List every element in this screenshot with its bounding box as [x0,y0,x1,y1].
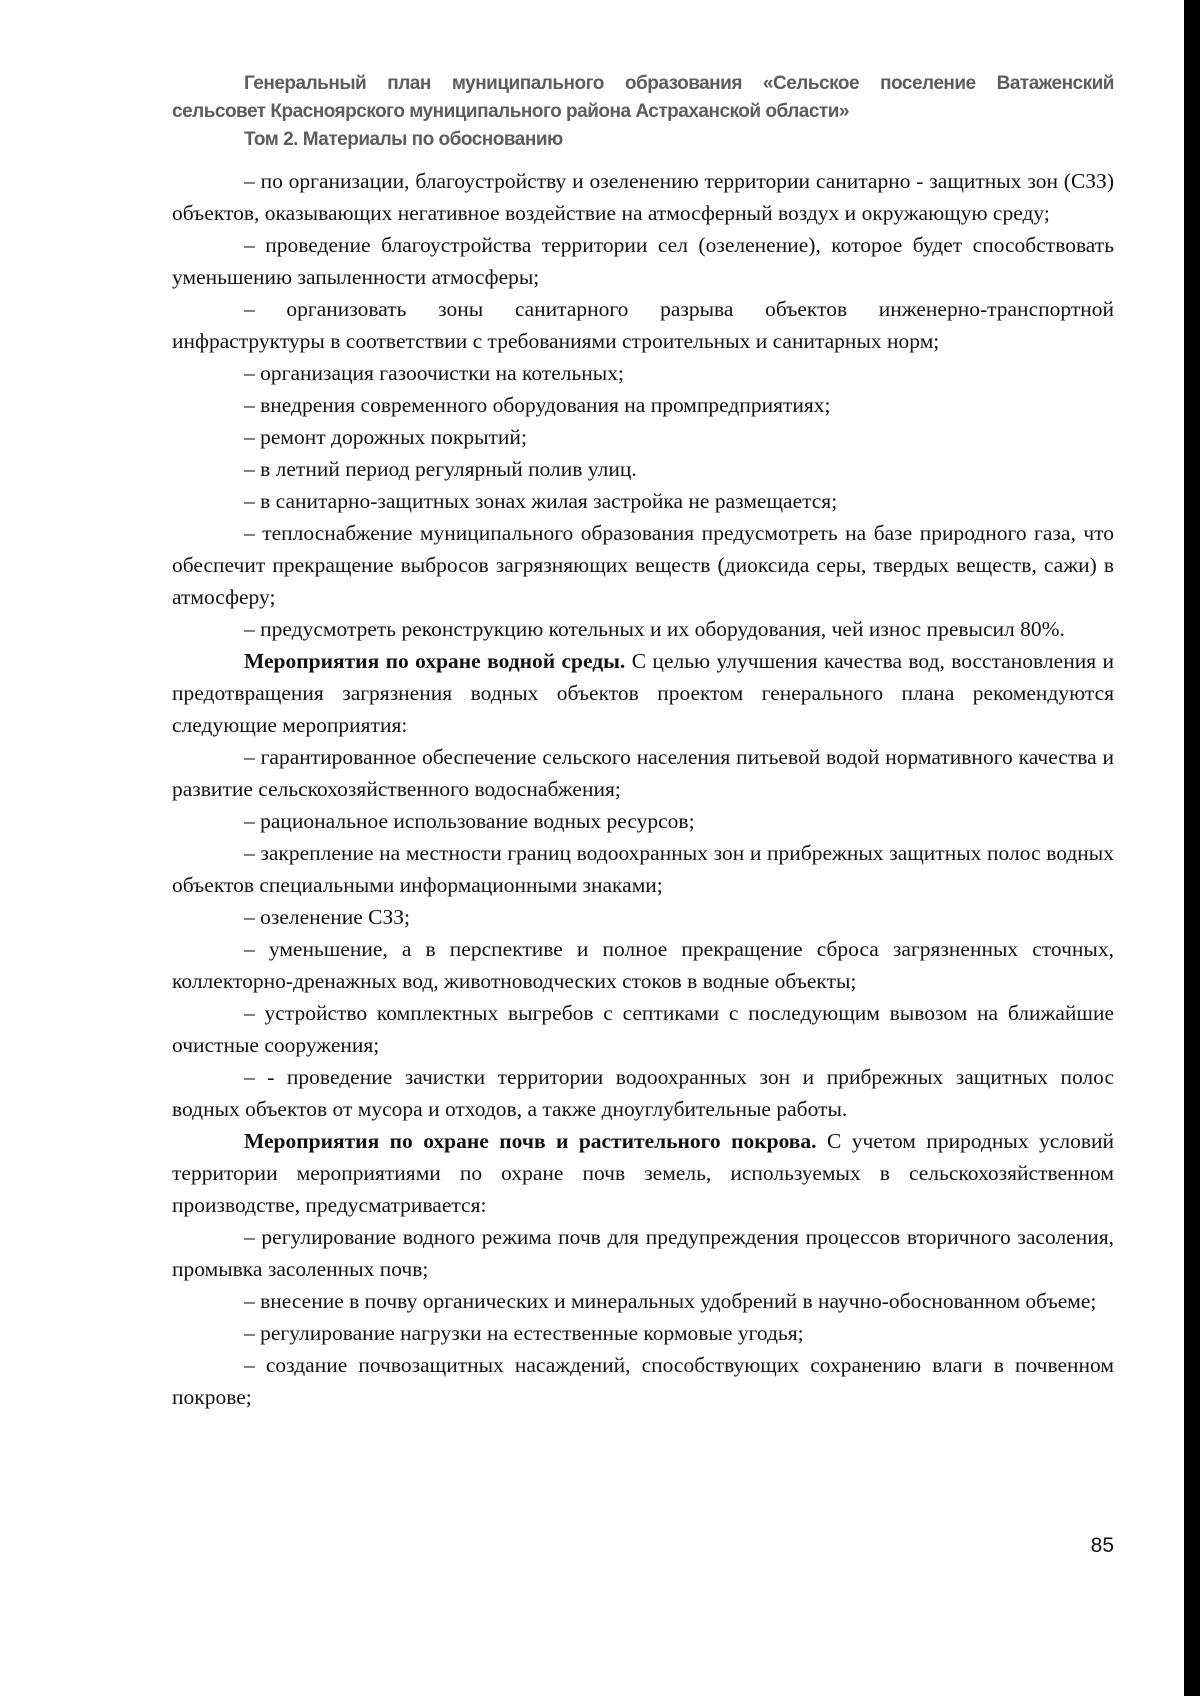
paragraph: – создание почвозащитных насаждений, способствующих сохранению влаги в почвенном покрове; [172,1353,1114,1409]
page-number: 85 [1090,1534,1114,1557]
paragraph: – внедрения современного оборудования на промпредприятиях; [244,393,831,417]
paragraph: – организовать зоны санитарного разрыва объектов инженерно-транспортной инфраструктуры в соответствии с требованиями строительных и санитарных норм; [172,297,1114,353]
paragraph: – по организации, благоустройству и озеленению территории санитарно - защитных зон (СЗЗ) объектов, оказывающих негативное воздействие на атмосферный воздух и окружающую среду; [172,169,1114,225]
paragraph: – в санитарно-защитных зонах жилая застройка не размещается; [244,489,838,513]
paragraph: – закрепление на местности границ водоохранных зон и прибрежных защитных полос водных объектов специальными информационными знаками; [172,841,1114,897]
section-heading-soil: Мероприятия по охране почв и растительного покрова. [244,1129,817,1153]
paragraph: – уменьшение, а в перспективе и полное прекращение сброса загрязненных сточных, коллекторно-дренажных вод, животноводческих стоков в водные объекты; [172,937,1114,993]
header-volume: Том 2. Материалы по обоснованию [244,129,563,150]
section-paragraph-water: Мероприятия по охране водной среды. С целью улучшения качества вод, восстановления и предотвращения загрязнения водных объектов проектом генерального плана рекомендуются следующие мероприятия: [172,649,1114,737]
section-paragraph-soil: Мероприятия по охране почв и растительного покрова. С учетом природных условий территории мероприятиями по охране почв земель, используемых в сельскохозяйственном производстве, предусматривается: [172,1129,1114,1217]
paragraph: – - проведение зачистки территории водоохранных зон и прибрежных защитных полос водных объектов от мусора и отходов, а также дноуглубительные работы. [172,1065,1114,1121]
page-edge-border [1184,0,1200,1696]
paragraph: – регулирование нагрузки на естественные кормовые угодья; [244,1321,804,1345]
paragraph: – теплоснабжение муниципального образования предусмотреть на базе природного газа, что обеспечит прекращение выбросов загрязняющих веществ (диоксида серы, твердых веществ, сажи) в атмосферу; [172,521,1114,609]
header-title-line-1: Генеральный план муниципального образования «Сельское поселение Ватаженский [244,73,1114,94]
paragraph: – предусмотреть реконструкцию котельных и их оборудования, чей износ превысил 80%. [244,617,1065,641]
header-title-line-2: сельсовет Красноярского муниципального района Астраханской области» [172,101,849,122]
paragraph: – озеленение СЗЗ; [244,905,411,929]
paragraph: – рациональное использование водных ресурсов; [244,809,695,833]
paragraph: – внесение в почву органических и минеральных удобрений в научно-обоснованном объеме; [244,1289,1097,1313]
paragraph: – гарантированное обеспечение сельского населения питьевой водой нормативного качества и развитие сельскохозяйственного водоснабжения; [172,745,1114,801]
paragraph: – организация газоочистки на котельных; [244,361,624,385]
document-body [172,165,1114,1413]
paragraph: – проведение благоустройства территории сел (озеленение), которое будет способствовать уменьшению запыленности атмосферы; [172,233,1114,289]
paragraph: – устройство комплектных выгребов с септиками с последующим вывозом на ближайшие очистные сооружения; [172,1001,1114,1057]
paragraph: – ремонт дорожных покрытий; [244,425,527,449]
page-header [172,70,1114,154]
paragraph: – в летний период регулярный полив улиц. [244,457,637,481]
section-heading-water: Мероприятия по охране водной среды. [244,649,626,673]
paragraph: – регулирование водного режима почв для предупреждения процессов вторичного засоления, промывка засоленных почв; [172,1225,1114,1281]
